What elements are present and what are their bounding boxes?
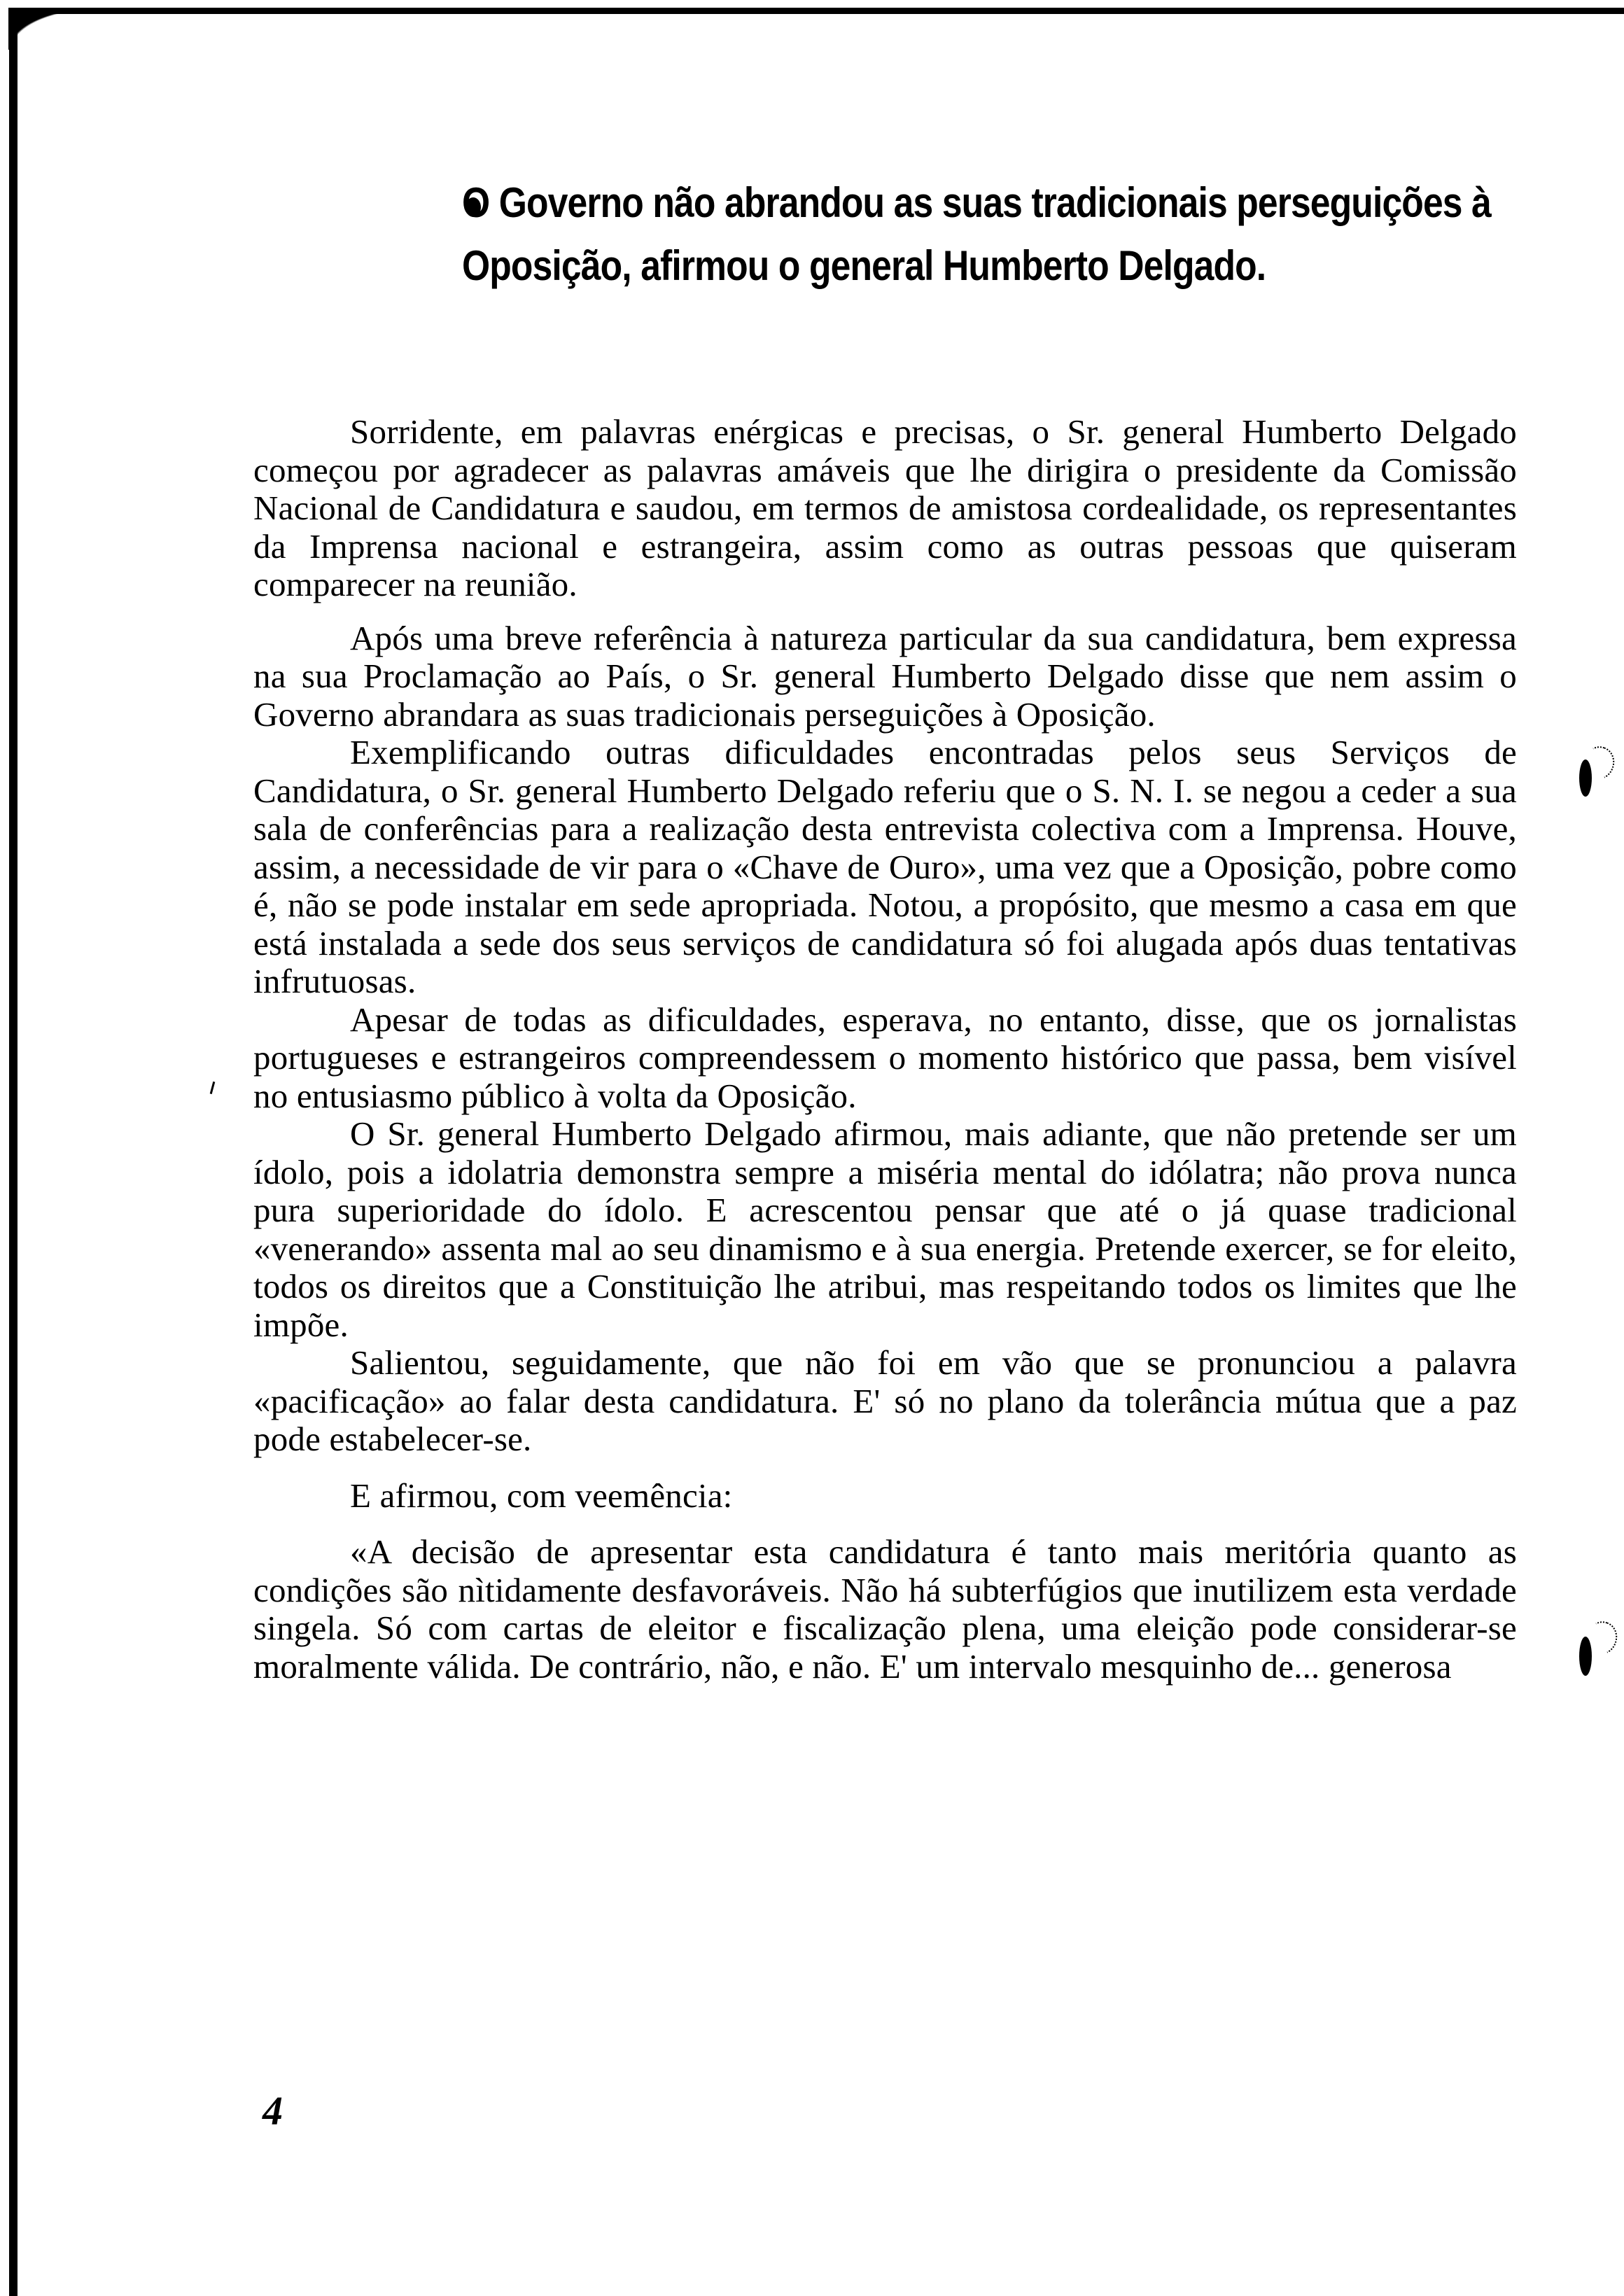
page-number: 4	[262, 2088, 283, 2134]
paragraph: «A decisão de apresentar esta candidatura é tanto mais meritória quanto as condições são nìtidamente desfavoráveis. Não há subterfúgios que inutilizem esta verdade singela. Só com cartas de eleitor e fiscalização plena, uma eleição pode considerar-se moralmente válida. De contrário, não, e não. E' um intervalo mesquinho de... generosa	[253, 1532, 1517, 1686]
paragraph: Exemplificando outras dificuldades encontradas pelos seus Serviços de Candidatura, o Sr. general Humberto Delgado referiu que o S. N. I. se negou a ceder a sua sala de conferências para a realização desta entrevista colectiva com a Imprensa. Houve, assim, a necessidade de vir para o «Chave de Ouro», uma vez que a Oposição, pobre como é, não se pode instalar em sede apropriada. Notou, a propósito, que mesmo a casa em que está instalada a sede dos seus serviços de candidatura só foi alugada após duas tentativas infrutuosas.	[253, 733, 1517, 1000]
article-headline	[462, 172, 1491, 298]
paragraph: O Sr. general Humberto Delgado afirmou, mais adiante, que não pretende ser um ídolo, pois a idolatria demonstra sempre a miséria mental do idólatra; não prova nunca pura superioridade do ídolo. E acrescentou pensar que até o já quase tradicional «venerando» assenta mal ao seu dinamismo e à sua energia. Pretende exercer, se for eleito, todos os direitos que a Constituição lhe atribui, mas respeitando todos os limites que lhe impõe.	[253, 1114, 1517, 1344]
paragraph: E afirmou, com veemência:	[350, 1476, 733, 1515]
margin-tick-mark	[210, 1082, 216, 1094]
scan-border-top	[8, 8, 1624, 14]
article-body	[253, 413, 1517, 1686]
scan-border-corner	[8, 8, 99, 50]
paragraph: Após uma breve referência à natureza particular da sua candidatura, bem expressa na sua Proclamação ao País, o Sr. general Humberto Delgado disse que nem assim o Governo abrandara as suas tradicionais perseguições à Oposição.	[253, 618, 1517, 734]
paragraph: Salientou, seguidamente, que não foi em vão que se pronunciou a palavra «pacificação» ao falar desta candidatura. E' só no plano da tolerância mútua que a paz pode estabelecer-se.	[253, 1343, 1517, 1458]
headline-text: O Governo não abrandou as suas tradicionais perseguições à Oposição, afirmou o general Humberto Delgado.	[462, 179, 1491, 289]
scan-border-left	[9, 8, 18, 2296]
paragraph: Sorridente, em palavras enérgicas e precisas, o Sr. general Humberto Delgado começou por agradecer as palavras amáveis que lhe dirigira o presidente da Comissão Nacional de Candidatura e saudou, em termos de amistosa cordealidade, os representantes da Imprensa nacional e estrangeira, assim como as outras pessoas que quiseram comparecer na reunião.	[253, 412, 1517, 603]
paragraph: Apesar de todas as dificuldades, esperava, no entanto, disse, que os jornalistas portugueses e estrangeiros compreendessem o momento histórico que passa, bem visível no entusiasmo público à volta da Oposição.	[253, 1000, 1517, 1115]
